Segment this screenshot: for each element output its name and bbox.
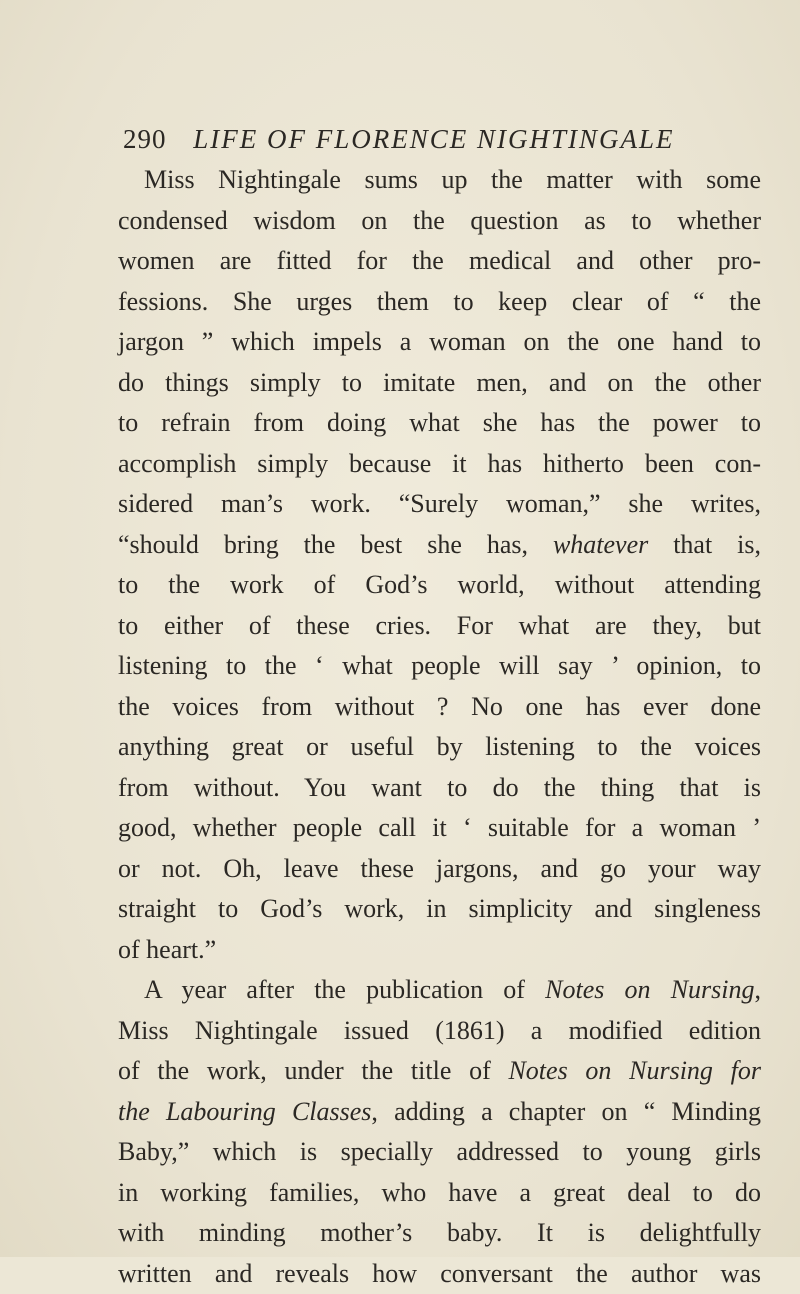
text-line: condensed wisdom on the question as to whether <box>118 201 761 242</box>
text-line: Miss Nightingale issued (1861) a modified edition <box>118 1011 761 1052</box>
text-line: accomplish simply because it has hitherto been con- <box>118 444 761 485</box>
text-line: with minding mother’s baby. It is delightfully <box>118 1213 761 1254</box>
text-line: fessions. She urges them to keep clear of “ the <box>118 282 761 323</box>
text-line: A year after the publication of Notes on Nursing, <box>118 970 761 1011</box>
text-line: of the work, under the title of Notes on Nursing for <box>118 1051 761 1092</box>
text-line: sidered man’s work. “Surely woman,” she writes, <box>118 484 761 525</box>
text-line: to refrain from doing what she has the power to <box>118 403 761 444</box>
page-number: 290 <box>123 124 167 154</box>
text-line: anything great or useful by listening to the voices <box>118 727 761 768</box>
text-line: good, whether people call it ‘ suitable for a woman ’ <box>118 808 761 849</box>
text-line: straight to God’s work, in simplicity and singleness <box>118 889 761 930</box>
text-line: the Labouring Classes, adding a chapter on “ Minding <box>118 1092 761 1133</box>
body-text <box>118 160 761 1294</box>
text-line: Miss Nightingale sums up the matter with some <box>118 160 761 201</box>
text-line: women are fitted for the medical and other pro- <box>118 241 761 282</box>
page-header <box>123 122 763 156</box>
text-line: from without. You want to do the thing that is <box>118 768 761 809</box>
text-line: jargon ” which impels a woman on the one hand to <box>118 322 761 363</box>
text-line: in working families, who have a great deal to do <box>118 1173 761 1214</box>
text-line: to the work of God’s world, without attending <box>118 565 761 606</box>
text-line: the voices from without ? No one has ever done <box>118 687 761 728</box>
text-line: written and reveals how conversant the author was <box>118 1254 761 1294</box>
text-line: do things simply to imitate men, and on the other <box>118 363 761 404</box>
running-title: LIFE OF FLORENCE NIGHTINGALE <box>193 124 674 154</box>
text-line: or not. Oh, leave these jargons, and go your way <box>118 849 761 890</box>
text-line: listening to the ‘ what people will say ’ opinion, to <box>118 646 761 687</box>
text-line: Baby,” which is specially addressed to young girls <box>118 1132 761 1173</box>
text-line: of heart.” <box>118 930 761 971</box>
text-line: to either of these cries. For what are they, but <box>118 606 761 647</box>
text-line: “should bring the best she has, whatever that is, <box>118 525 761 566</box>
